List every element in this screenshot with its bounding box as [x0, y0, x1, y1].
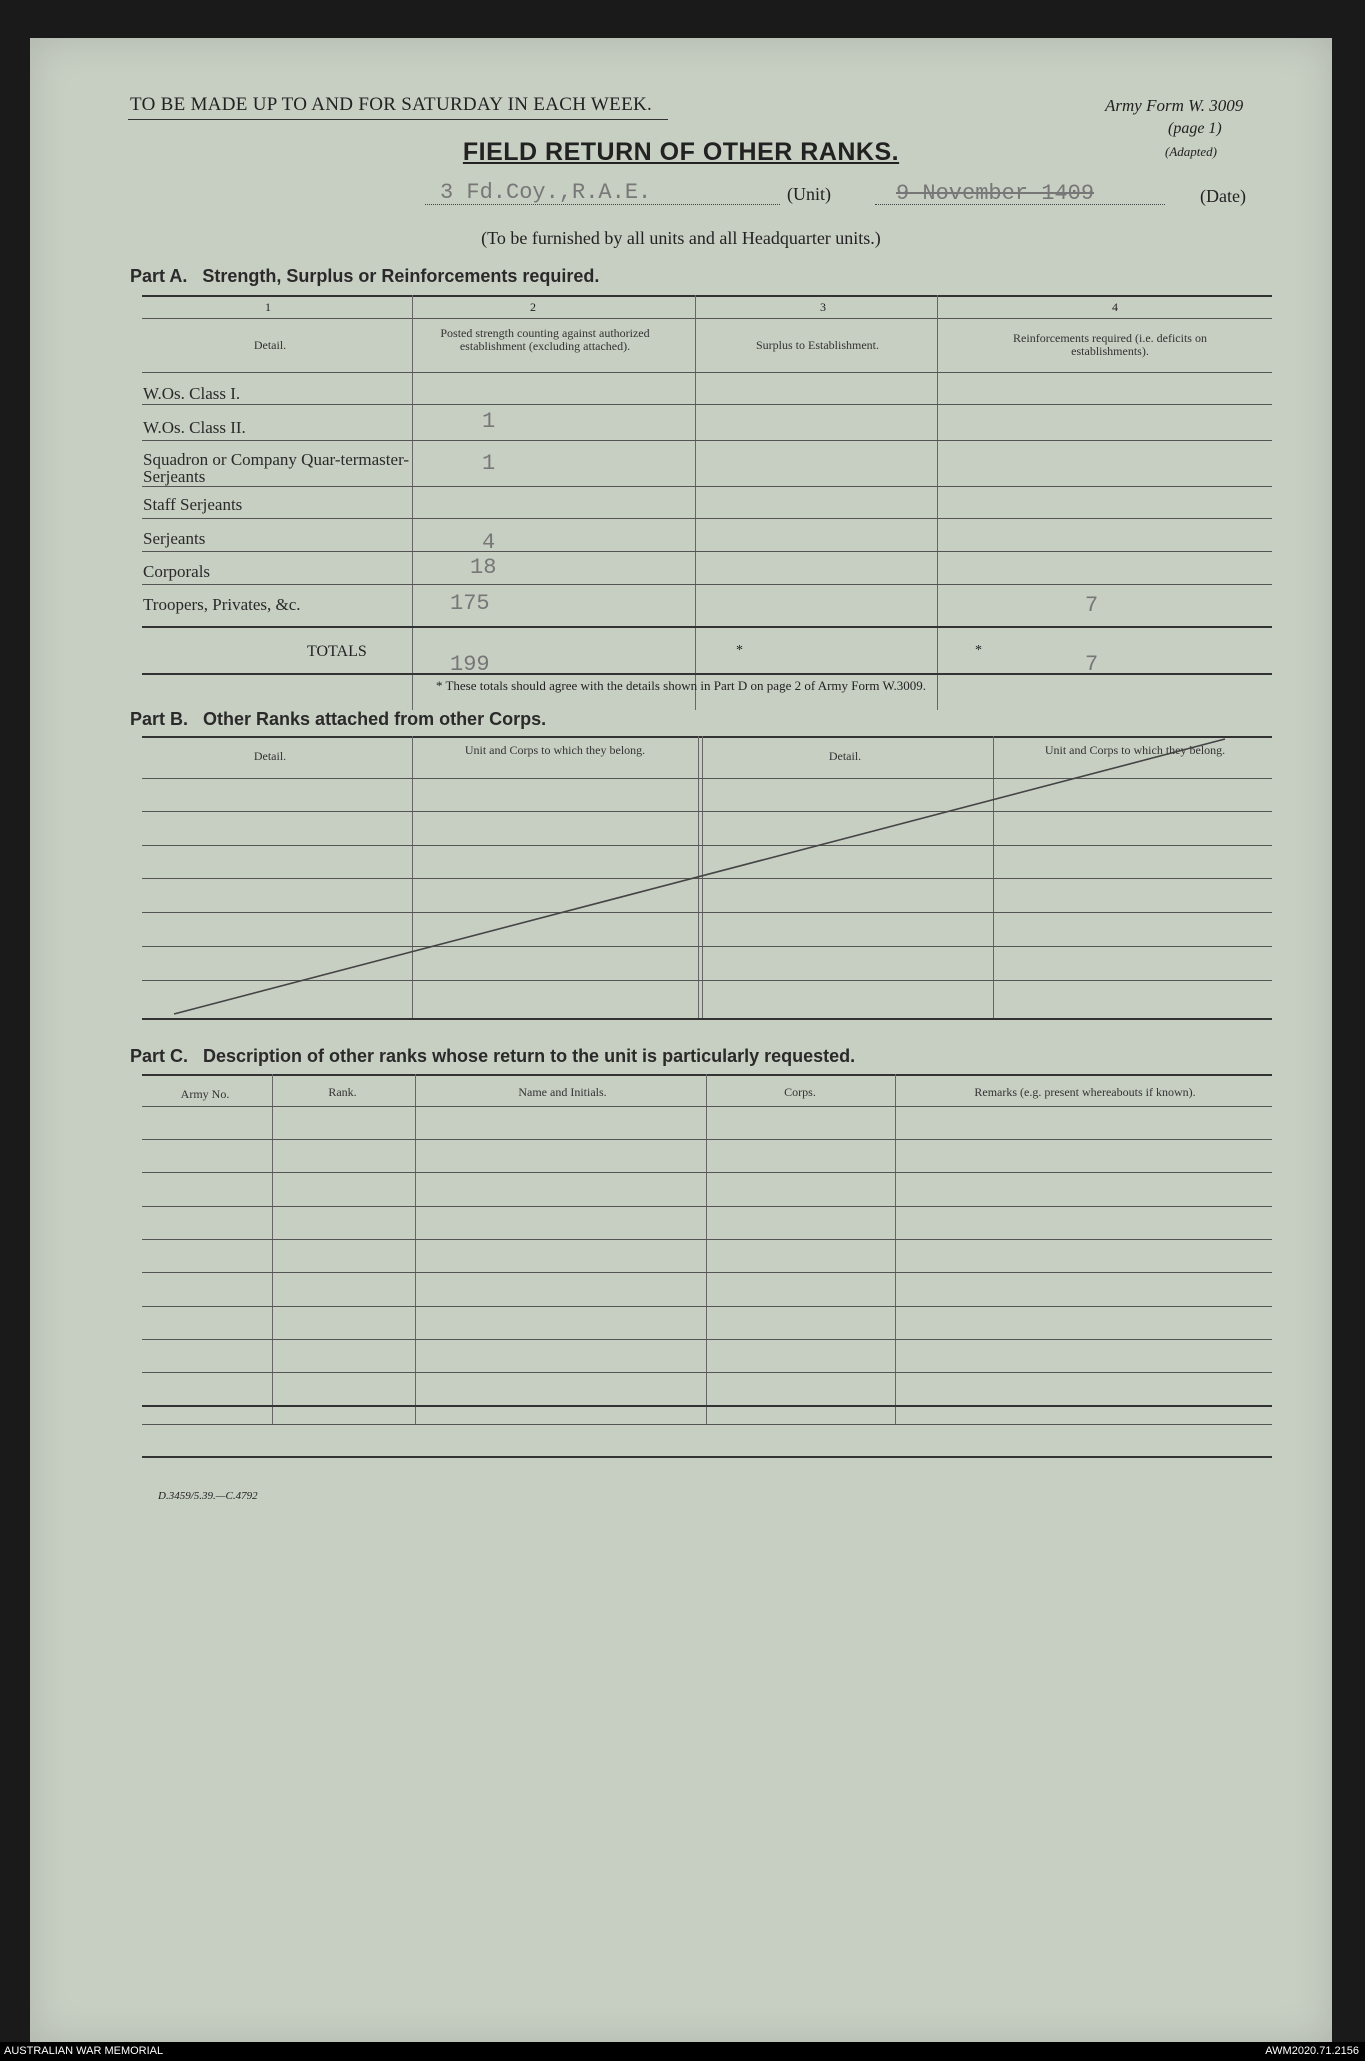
part-c-header-name: Name and Initials.	[518, 1085, 607, 1099]
part-a-col-number-2: 2	[530, 300, 536, 314]
totals-reinf-asterisk: *	[975, 643, 982, 658]
row-detail-serjeants: Serjeants	[143, 529, 206, 548]
totals-reinf-value: 7	[1085, 652, 1099, 677]
part-b-cancel-stroke	[30, 38, 1332, 2042]
part-a-title: Part A. Strength, Surplus or Reinforcements required.	[130, 266, 600, 286]
part-a-col-number-1: 1	[265, 300, 271, 314]
unit-value: 3 Fd.Coy.,R.A.E.	[440, 180, 652, 205]
footer-accession-number: AWM2020.71.2156	[1265, 2045, 1359, 2057]
part-a-col-number-3: 3	[820, 300, 826, 314]
row-posted-serjeants: 4	[482, 530, 496, 555]
row-posted-cqms: 1	[482, 451, 496, 476]
form-reference: Army Form W. 3009	[1105, 96, 1244, 115]
part-a-header-posted: Posted strength counting against authorized establishment (excluding attached).	[440, 326, 650, 353]
totals-footnote: * These totals should agree with the details shown in Part D on page 2 of Army Form W.3009.	[435, 678, 927, 693]
part-a-header-detail: Detail.	[253, 338, 287, 352]
part-c-row-rule	[142, 1424, 1272, 1425]
furnish-note: (To be furnished by all units and all Headquarter units.)	[481, 228, 881, 248]
part-c-row-rule	[142, 1272, 1272, 1273]
adapted-label: (Adapted)	[1165, 144, 1217, 159]
row-detail-corporals: Corporals	[143, 562, 211, 581]
part-a-header-reinforcements: Reinforcements required (i.e. deficits on establishments).	[1013, 331, 1207, 358]
row-detail-wo-class-1: W.Os. Class I.	[143, 384, 241, 403]
row-detail-wo-class-2: W.Os. Class II.	[143, 418, 246, 437]
date-label: (Date)	[1200, 186, 1246, 206]
row-reinf-troopers: 7	[1085, 593, 1099, 618]
part-c-row-rule	[142, 1139, 1272, 1140]
part-c-title: Part C. Description of other ranks whose return to the unit is particularly requested.	[130, 1046, 856, 1066]
part-c-row-rule	[142, 1339, 1272, 1340]
row-posted-troopers: 175	[450, 591, 490, 616]
part-c-header-army-no: Army No.	[180, 1087, 230, 1101]
part-c-row-rule	[142, 1372, 1272, 1373]
part-b-header-detail-1: Detail.	[253, 749, 287, 763]
totals-label: TOTALS	[307, 643, 367, 660]
part-b-header-unit-1: Unit and Corps to which they belong.	[464, 743, 646, 757]
part-c-row-rule	[142, 1306, 1272, 1307]
part-a-col-number-4: 4	[1112, 300, 1118, 314]
row-posted-corporals: 18	[470, 555, 497, 580]
unit-label: (Unit)	[787, 184, 831, 204]
part-b-header-detail-2: Detail.	[828, 749, 862, 763]
totals-posted-value: 199	[450, 652, 490, 677]
row-posted-wo-class-2: 1	[482, 409, 496, 434]
part-c-row-rule	[142, 1239, 1272, 1240]
part-b-header-unit-2: Unit and Corps to which they belong.	[1044, 743, 1226, 757]
part-b-title: Part B. Other Ranks attached from other Corps.	[130, 709, 547, 729]
page-reference: (page 1)	[1168, 120, 1222, 137]
part-c-top-rule	[142, 1074, 1272, 1076]
form-sheet	[30, 38, 1332, 2042]
weekly-instruction: TO BE MADE UP TO AND FOR SATURDAY IN EACH WEEK.	[130, 94, 653, 115]
part-a-header-surplus: Surplus to Establishment.	[756, 338, 879, 352]
part-c-row-rule	[142, 1172, 1272, 1173]
date-value: 9 November 1409	[896, 181, 1095, 206]
row-detail-troopers: Troopers, Privates, &c.	[143, 595, 301, 614]
part-c-header-rule	[142, 1106, 1272, 1107]
part-c-row-rule	[142, 1206, 1272, 1207]
row-detail-cqms: Squadron or Company Quar-termaster-Serjeants	[143, 450, 410, 486]
part-c-header-rank: Rank.	[328, 1085, 357, 1099]
footer-institution: AUSTRALIAN WAR MEMORIAL	[4, 2045, 164, 2057]
print-reference: D.3459/5.39.—C.4792	[158, 1490, 258, 1502]
totals-surplus-asterisk: *	[736, 643, 743, 658]
part-c-lower-rule	[142, 1405, 1272, 1407]
form-title: FIELD RETURN OF OTHER RANKS.	[462, 138, 900, 166]
archive-footer	[0, 2042, 1365, 2061]
part-c-header-remarks: Remarks (e.g. present whereabouts if known).	[974, 1085, 1196, 1099]
part-c-header-corps: Corps.	[784, 1085, 816, 1099]
row-detail-staff-serjeants: Staff Serjeants	[143, 495, 243, 514]
part-c-bottom-rule	[142, 1456, 1272, 1458]
